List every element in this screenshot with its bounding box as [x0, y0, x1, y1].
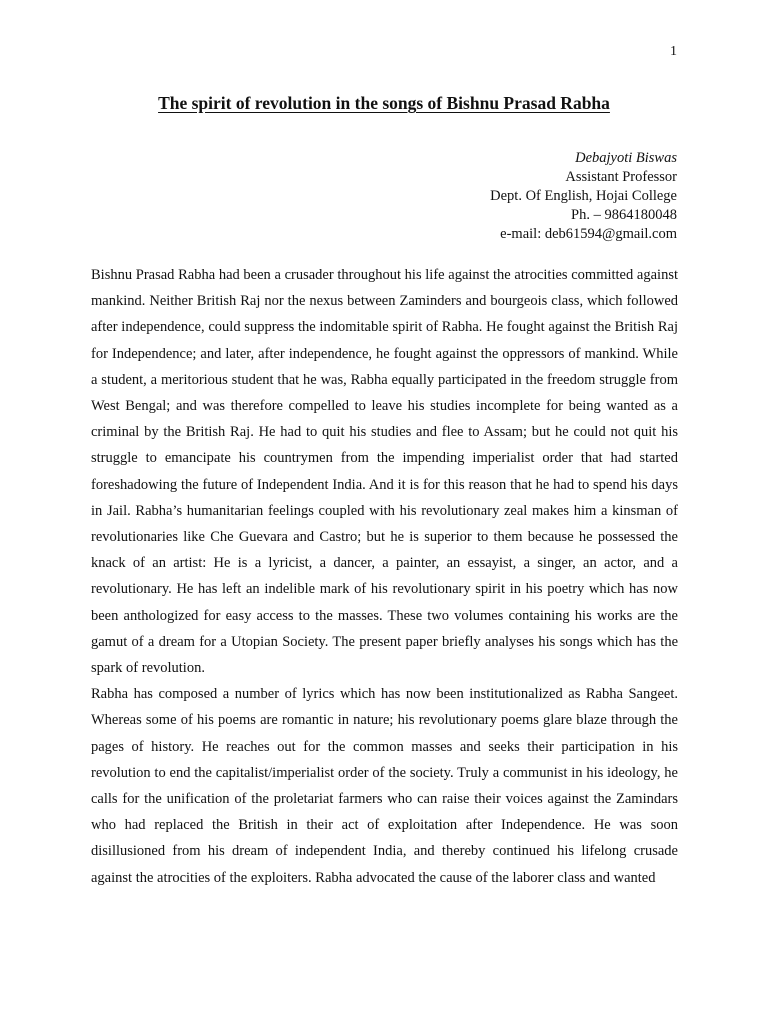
body-text	[91, 262, 678, 891]
author-email: e-mail: deb61594@gmail.com	[500, 226, 677, 242]
paper-title: The spirit of revolution in the songs of Bishnu Prasad Rabha	[158, 93, 610, 113]
page-number: 1	[670, 44, 677, 59]
author-block	[490, 149, 677, 244]
author-name: Debajyoti Biswas	[575, 150, 677, 166]
paragraph-1: Bishnu Prasad Rabha had been a crusader throughout his life against the atrocities committed against mankind. Neither British Raj nor the nexus between Zaminders and bourgeois class, which followed after independence, could suppress the indomitable spirit of Rabha. He fought against the British Raj for Independence; and later, after independence, he fought against the oppressors of mankind. While a student, a meritorious student that he was, Rabha equally participated in the freedom struggle from West Bengal; and was therefore compelled to leave his studies incomplete for being wanted as a criminal by the British Raj. He had to quit his studies and flee to Assam; but he could not quit his struggle to emancipate his countrymen from the impending imperialist order that had started foreshadowing the future of Independent India. And it is for this reason that he had to spend his days in Jail. Rabha’s humanitarian feelings coupled with his revolutionary zeal makes him a kinsman of revolutionaries like Che Guevara and Castro; but he is superior to them because he possessed the knack of an artist: He is a lyricist, a dancer, a painter, an essayist, a singer, an actor, and a revolutionary. He has left an indelible mark of his revolutionary spirit in his poetry which has now been anthologized for easy access to the masses. These two volumes containing his works are the gamut of a dream for a Utopian Society. The present paper briefly analyses his songs which has the spark of revolution.	[91, 267, 678, 677]
author-position: Assistant Professor	[565, 169, 677, 185]
author-phone: Ph. – 9864180048	[571, 207, 677, 223]
paragraph-2: Rabha has composed a number of lyrics which has now been institutionalized as Rabha Sangeet. Whereas some of his poems are romantic in nature; his revolutionary poems glare blaze through the pages of history. He reaches out for the common masses and seeks their participation in his revolution to end the capitalist/imperialist order of the society. Truly a communist in his ideology, he calls for the unification of the proletariat farmers who can raise their voices against the Zamindars who had replaced the British in their act of exploitation after Independence. He was soon disillusioned from his dream of independent India, and thereby continued his lifelong crusade against the atrocities of the exploiters. Rabha advocated the cause of the laborer class and wanted	[91, 686, 678, 886]
author-department: Dept. Of English, Hojai College	[490, 188, 677, 204]
